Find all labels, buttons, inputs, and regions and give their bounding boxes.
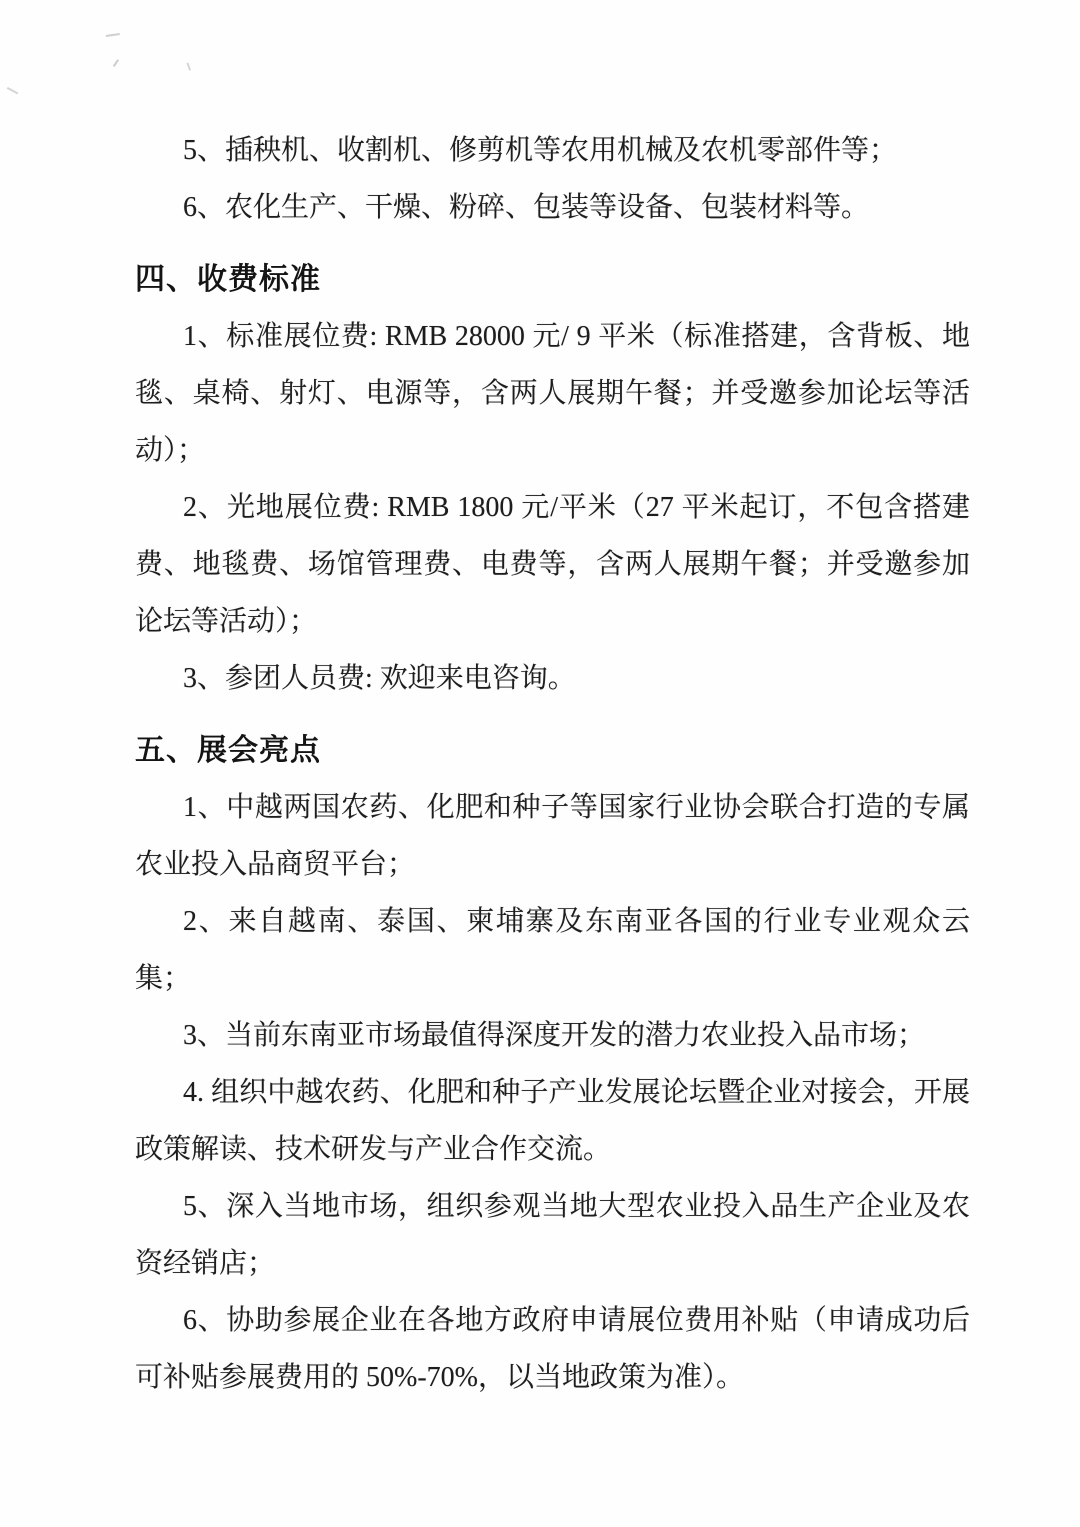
scan-speck [113, 59, 127, 72]
fee-item-delegate: 3、参团人员费: 欢迎来电咨询。 [183, 663, 576, 694]
fee-item-raw-space: 2、光地展位费: RMB 1800 元/平米（27 平米起订，不包含搭建费、地毯费、场馆管理费、电费等，含两人展期午餐；并受邀参加论坛等活动）； [135, 492, 970, 637]
highlight-item-6: 6、协助参展企业在各地方政府申请展位费用补贴（申请成功后可补贴参展费用的 50%-70%，以当地政策为准）。 [135, 1305, 970, 1393]
scan-speck [106, 33, 121, 40]
scan-speck [7, 82, 21, 95]
highlight-item-5: 5、深入当地市场，组织参观当地大型农业投入品生产企业及农资经销店； [135, 1191, 970, 1279]
highlight-item-1: 1、中越两国农药、化肥和种子等国家行业协会联合打造的专属农业投入品商贸平台； [135, 792, 970, 880]
exhibit-scope-item-6: 6、农化生产、干燥、粉碎、包装等设备、包装材料等。 [183, 192, 870, 223]
highlight-item-2: 2、来自越南、泰国、柬埔寨及东南亚各国的行业专业观众云集； [135, 906, 970, 994]
fee-item-standard-booth: 1、标准展位费: RMB 28000 元/ 9 平米（标准搭建，含背板、地毯、桌椅、射灯、电源等，含两人展期午餐；并受邀参加论坛等活动）； [135, 321, 970, 466]
highlight-item-3: 3、当前东南亚市场最值得深度开发的潜力农业投入品市场； [183, 1020, 926, 1051]
section-heading-fees: 四、收费标准 [135, 263, 321, 296]
document-content [135, 122, 970, 1406]
highlight-item-4: 4. 组织中越农药、化肥和种子产业发展论坛暨企业对接会，开展政策解读、技术研发与产业合作交流。 [135, 1077, 970, 1165]
exhibit-scope-item-5: 5、插秧机、收割机、修剪机等农用机械及农机零部件等； [183, 135, 898, 166]
section-heading-highlights: 五、展会亮点 [135, 734, 321, 767]
scan-speck [179, 63, 191, 74]
